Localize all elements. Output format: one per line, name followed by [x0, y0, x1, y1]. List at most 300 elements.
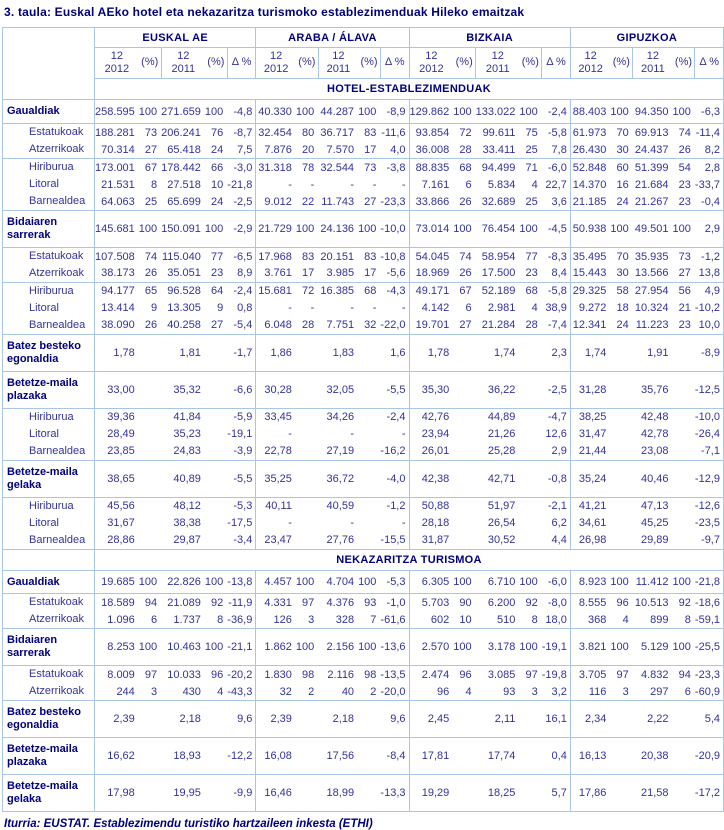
- table-cell: 35,23: [173, 428, 201, 441]
- table-cell: 17.968: [256, 248, 296, 265]
- table-cell: 3,6: [542, 193, 571, 210]
- table-cell: [610, 408, 632, 425]
- table-cell: -61,6: [380, 611, 409, 628]
- header-row-periods: [3, 48, 724, 79]
- table-cell: 90: [459, 596, 472, 609]
- table-cell: 10.513: [634, 596, 669, 609]
- table-cell: 28: [296, 317, 318, 334]
- table-cell: 23: [519, 265, 541, 282]
- table-cell: 26,01: [409, 443, 453, 460]
- table-cell: 2,8: [704, 161, 720, 174]
- table-cell: 100: [519, 570, 541, 594]
- table-cell: 31,67: [95, 515, 139, 532]
- table-cell: -7,1: [695, 443, 724, 460]
- table-cell: 100: [519, 211, 541, 248]
- table-row: [3, 248, 724, 265]
- table-cell: 26: [673, 141, 695, 158]
- table-cell: -10,0: [380, 211, 409, 248]
- table-cell: 13.414: [95, 300, 139, 317]
- table-cell: [205, 371, 227, 408]
- table-cell: 98: [364, 668, 377, 681]
- table-cell: 29.325: [570, 282, 610, 299]
- table-cell: 100: [205, 629, 227, 666]
- table-cell: 7.161: [409, 176, 453, 193]
- column-group-header: GIPUZKOA: [570, 28, 723, 48]
- table-cell: 2,9: [542, 443, 571, 460]
- table-cell: 47,13: [641, 500, 669, 513]
- table-cell: -5,8: [547, 126, 567, 139]
- table-cell: -23,3: [380, 193, 409, 210]
- table-cell: 24.437: [633, 141, 673, 158]
- table-cell: 54.045: [409, 248, 453, 265]
- row-label: Hiriburua: [29, 499, 74, 512]
- table-cell: 58.954: [481, 250, 516, 263]
- table-cell: 17: [358, 141, 380, 158]
- table-row: [3, 426, 724, 443]
- table-row: [3, 300, 724, 317]
- table-cell: 83: [302, 250, 315, 263]
- table-cell: 5.834: [487, 178, 516, 191]
- table-cell: 100: [296, 100, 318, 124]
- table-cell: 93: [476, 683, 520, 700]
- table-cell: 16,08: [256, 738, 296, 775]
- table-cell: 26: [453, 193, 475, 210]
- table-cell: -5,9: [233, 411, 253, 424]
- row-label: Estatukoak: [29, 126, 84, 139]
- table-cell: -5,3: [233, 500, 253, 513]
- table-cell: [673, 497, 695, 514]
- table-cell: 8,4: [542, 265, 571, 282]
- table-cell: 80: [302, 126, 315, 139]
- table-cell: 16,13: [570, 738, 610, 775]
- table-cell: [519, 775, 541, 812]
- table-cell: 32,05: [318, 371, 358, 408]
- table-cell: 21,58: [641, 787, 669, 800]
- table-cell: [296, 334, 318, 371]
- table-cell: 78: [302, 161, 315, 174]
- table-cell: 32.689: [476, 193, 520, 210]
- table-cell: -12,5: [695, 371, 724, 408]
- table-cell: 29,87: [161, 532, 205, 549]
- table-cell: [610, 334, 632, 371]
- table-cell: 21.185: [570, 193, 610, 210]
- table-cell: 40,46: [633, 460, 673, 497]
- row-label: Litoral: [29, 301, 59, 314]
- table-cell: 27: [139, 141, 161, 158]
- table-cell: 258.595: [95, 100, 139, 124]
- table-cell: 9: [151, 302, 158, 315]
- table-cell: [205, 497, 227, 514]
- table-cell: -5,4: [227, 317, 256, 334]
- table-cell: [205, 738, 227, 775]
- table-cell: 2,39: [95, 701, 139, 738]
- table-cell: 2,18: [318, 701, 358, 738]
- table-cell: [610, 738, 632, 775]
- table-cell: 6: [673, 683, 695, 700]
- table-cell: 4,4: [542, 532, 571, 549]
- table-cell: [610, 775, 632, 812]
- table-cell: 100: [673, 629, 695, 666]
- table-cell: [139, 775, 161, 812]
- table-cell: 30: [610, 141, 632, 158]
- table-cell: 17.500: [476, 265, 520, 282]
- table-cell: 8: [205, 611, 227, 628]
- table-cell: 27: [453, 317, 475, 334]
- row-label: Atzerrikoak: [3, 683, 95, 700]
- table-row: [3, 683, 724, 700]
- table-cell: -1,0: [386, 596, 406, 609]
- table-cell: 8: [151, 178, 158, 191]
- table-cell: 4.331: [256, 594, 296, 611]
- table-cell: -0,4: [695, 193, 724, 210]
- table-cell: 244: [95, 683, 139, 700]
- table-cell: -17,2: [694, 787, 720, 800]
- table-cell: 50.938: [570, 211, 610, 248]
- table-cell: [453, 497, 475, 514]
- table-cell: 100: [453, 100, 475, 124]
- row-label: Atzerrikoak: [3, 611, 95, 628]
- table-cell: 38,65: [95, 460, 139, 497]
- table-cell: 88.835: [409, 159, 453, 176]
- table-cell: 94.350: [633, 100, 673, 124]
- header-row-groups: [3, 28, 724, 48]
- table-cell: 42,76: [409, 408, 453, 425]
- table-cell: 26: [453, 265, 475, 282]
- table-cell: 32.454: [256, 124, 296, 141]
- table-cell: 20.151: [320, 250, 355, 263]
- table-cell: 1.096: [95, 611, 139, 628]
- table-cell: 28,18: [409, 515, 453, 532]
- table-cell: 10: [453, 611, 475, 628]
- table-cell: 99.611: [482, 126, 516, 139]
- table-cell: -18,6: [694, 596, 720, 609]
- table-cell: 145.681: [95, 211, 139, 248]
- table-cell: 32: [256, 683, 296, 700]
- table-cell: 100: [139, 629, 161, 666]
- table-cell: 368: [570, 611, 610, 628]
- table-cell: -3,9: [227, 443, 256, 460]
- table-cell: 21.267: [633, 193, 673, 210]
- table-row: [3, 570, 724, 594]
- table-cell: -6,0: [542, 570, 571, 594]
- table-cell: -13,5: [380, 668, 406, 681]
- table-cell: 206.241: [161, 126, 201, 139]
- table-cell: 38,38: [173, 517, 201, 530]
- table-cell: 510: [476, 611, 520, 628]
- column-header: (%): [519, 48, 541, 79]
- table-cell: 7,8: [542, 141, 571, 158]
- table-cell: [205, 532, 227, 549]
- table-cell: 22: [296, 193, 318, 210]
- table-row: [3, 159, 724, 176]
- table-cell: 2,34: [570, 701, 610, 738]
- table-cell: 17,81: [409, 738, 453, 775]
- table-cell: [673, 443, 695, 460]
- table-cell: 96.528: [167, 285, 201, 298]
- table-cell: -22,0: [380, 317, 409, 334]
- table-cell: 96: [616, 596, 629, 609]
- table-cell: 8,2: [695, 141, 724, 158]
- table-cell: [453, 532, 475, 549]
- table-title: 3. taula: Euskal AEko hotel eta nekazaritza turismoko establezimenduak Hileko emaitzak: [4, 5, 525, 19]
- table-cell: 21.729: [256, 211, 296, 248]
- table-cell: 27,19: [318, 443, 358, 460]
- table-cell: 35,24: [570, 460, 610, 497]
- row-label: Hiriburua: [29, 410, 74, 423]
- table-cell: 100: [610, 100, 632, 124]
- table-cell: -: [310, 302, 315, 315]
- table-cell: -8,9: [380, 100, 409, 124]
- table-cell: -6,0: [547, 161, 567, 174]
- table-cell: 24,83: [161, 443, 205, 460]
- table-cell: 17,86: [570, 775, 610, 812]
- table-cell: -1,2: [701, 250, 720, 263]
- table-cell: -8,7: [233, 126, 253, 139]
- table-cell: 8,9: [227, 265, 256, 282]
- table-cell: 26: [139, 265, 161, 282]
- table-cell: 4.142: [409, 300, 453, 317]
- column-header: Δ %: [542, 48, 571, 79]
- table-cell: 34,61: [570, 515, 610, 532]
- table-cell: 100: [519, 629, 541, 666]
- table-row: [3, 124, 724, 141]
- table-cell: 16,46: [256, 775, 296, 812]
- table-cell: 38,9: [545, 302, 567, 315]
- table-cell: -20,2: [227, 668, 253, 681]
- row-label: Batez besteko egonaldia: [3, 701, 95, 738]
- table-cell: 25: [139, 193, 161, 210]
- table-cell: 2,3: [542, 334, 571, 371]
- table-cell: 18,0: [542, 611, 571, 628]
- table-cell: [296, 497, 318, 514]
- column-header: Δ %: [695, 48, 724, 79]
- table-cell: [673, 738, 695, 775]
- table-cell: -10,2: [694, 302, 720, 315]
- table-cell: [358, 532, 380, 549]
- table-cell: 28,86: [95, 532, 139, 549]
- table-cell: 6.710: [476, 570, 520, 594]
- table-cell: 100: [205, 100, 227, 124]
- table-cell: 3.821: [570, 629, 610, 666]
- table-cell: 6: [139, 611, 161, 628]
- table-cell: 92: [211, 596, 224, 609]
- table-cell: 23: [678, 178, 691, 191]
- column-header: (%): [139, 48, 161, 79]
- table-cell: 19.701: [409, 317, 453, 334]
- table-cell: [205, 426, 227, 443]
- table-cell: 100: [358, 629, 380, 666]
- table-cell: 13.305: [167, 302, 201, 315]
- table-cell: 1.737: [161, 611, 205, 628]
- table-cell: 31,87: [409, 532, 453, 549]
- table-cell: 33.411: [476, 141, 520, 158]
- table-cell: 94.499: [481, 161, 516, 174]
- table-cell: [610, 371, 632, 408]
- table-cell: -1,2: [386, 500, 406, 513]
- table-cell: 23: [673, 317, 695, 334]
- table-cell: 93: [364, 596, 377, 609]
- table-cell: 34,26: [326, 411, 355, 424]
- row-label: Bidaiaren sarrerak: [3, 211, 95, 248]
- table-cell: 2,22: [633, 701, 673, 738]
- table-cell: 74: [459, 250, 472, 263]
- table-cell: [358, 408, 380, 425]
- table-cell: -33,7: [694, 178, 720, 191]
- table-cell: 31.318: [256, 159, 296, 176]
- row-label: Betetze-maila gelaka: [3, 460, 95, 497]
- table-cell: 15.681: [256, 282, 296, 299]
- table-cell: 4: [205, 683, 227, 700]
- table-cell: 4.457: [256, 570, 296, 594]
- table-cell: 19,29: [409, 775, 453, 812]
- table-cell: [519, 532, 541, 549]
- table-cell: [139, 460, 161, 497]
- table-cell: -12,2: [227, 738, 256, 775]
- table-cell: 33,00: [95, 371, 139, 408]
- column-header: (%): [358, 48, 380, 79]
- table-cell: [205, 408, 227, 425]
- table-cell: -19,1: [227, 428, 253, 441]
- table-cell: [673, 371, 695, 408]
- table-cell: 39,36: [95, 408, 139, 425]
- table-cell: [296, 443, 318, 460]
- table-cell: 5,7: [551, 787, 567, 800]
- table-cell: [610, 460, 632, 497]
- table-cell: [296, 460, 318, 497]
- table-cell: -5,5: [380, 371, 409, 408]
- table-cell: [139, 443, 161, 460]
- table-cell: -2,5: [542, 371, 571, 408]
- table-cell: 30: [610, 265, 632, 282]
- table-cell: 68: [525, 285, 538, 298]
- table-cell: [358, 497, 380, 514]
- table-cell: -: [350, 517, 355, 530]
- table-cell: 7,5: [227, 141, 256, 158]
- table-cell: -10,8: [380, 250, 406, 263]
- table-cell: 3.985: [318, 265, 358, 282]
- row-label: Estatukoak: [29, 596, 84, 609]
- table-cell: 68: [459, 161, 472, 174]
- table-cell: 40,11: [256, 497, 296, 514]
- table-cell: 40.330: [256, 100, 296, 124]
- table-cell: 42,48: [641, 411, 669, 424]
- table-cell: 4: [453, 683, 475, 700]
- section-header: NEKAZARITZA TURISMOA: [95, 549, 724, 570]
- table-cell: -43,3: [227, 683, 256, 700]
- table-cell: -4,8: [227, 100, 256, 124]
- table-cell: -13,3: [380, 787, 406, 800]
- table-cell: 21.531: [95, 176, 139, 193]
- table-cell: [139, 408, 161, 425]
- table-cell: 1,6: [380, 334, 409, 371]
- table-cell: 72: [459, 126, 472, 139]
- table-cell: 40: [318, 683, 358, 700]
- table-cell: 21: [678, 302, 691, 315]
- table-cell: 100: [358, 570, 380, 594]
- table-cell: 28: [519, 317, 541, 334]
- table-row: [3, 515, 724, 532]
- table-cell: 4,0: [380, 141, 409, 158]
- table-cell: [673, 532, 695, 549]
- table-cell: 100: [296, 211, 318, 248]
- column-group-header: ARABA / ÁLAVA: [256, 28, 409, 48]
- table-cell: [673, 701, 695, 738]
- table-cell: 19,95: [173, 787, 201, 800]
- table-cell: [453, 371, 475, 408]
- row-label: Hiriburua: [29, 284, 74, 297]
- table-cell: 100: [358, 100, 380, 124]
- table-row: [3, 497, 724, 514]
- table-cell: 13.566: [633, 265, 673, 282]
- table-cell: -16,2: [380, 443, 409, 460]
- table-row: [3, 141, 724, 158]
- table-cell: [139, 426, 161, 443]
- table-cell: 70: [616, 126, 629, 139]
- table-cell: 40,89: [161, 460, 205, 497]
- table-cell: [519, 738, 541, 775]
- table-cell: -5,8: [547, 285, 567, 298]
- table-row: [3, 775, 724, 812]
- table-cell: 20: [296, 141, 318, 158]
- table-cell: [610, 701, 632, 738]
- table-cell: -: [256, 515, 296, 532]
- table-row: [3, 701, 724, 738]
- table-cell: 188.281: [95, 124, 139, 141]
- table-cell: 116: [570, 683, 610, 700]
- table-cell: -5,5: [227, 460, 256, 497]
- table-cell: [358, 426, 380, 443]
- table-cell: 173.001: [95, 159, 139, 176]
- table-cell: 92: [525, 596, 538, 609]
- table-cell: 0,8: [237, 302, 253, 315]
- table-cell: 115.040: [161, 250, 201, 263]
- table-cell: [205, 701, 227, 738]
- row-label: Litoral: [29, 178, 59, 191]
- table-cell: [453, 738, 475, 775]
- table-cell: -8,3: [547, 250, 567, 263]
- table-cell: 8: [519, 611, 541, 628]
- table-cell: [673, 334, 695, 371]
- table-cell: 33,45: [256, 408, 296, 425]
- table-cell: 27,76: [318, 532, 358, 549]
- table-cell: 66: [211, 161, 224, 174]
- table-cell: -: [256, 300, 296, 317]
- table-cell: 1,91: [633, 334, 673, 371]
- table-cell: 1.862: [256, 629, 296, 666]
- table-cell: 899: [633, 611, 673, 628]
- table-cell: 70: [616, 250, 629, 263]
- table-cell: 23: [673, 193, 695, 210]
- table-cell: -21,1: [227, 629, 256, 666]
- table-cell: -2,4: [542, 100, 571, 124]
- table-cell: [139, 738, 161, 775]
- table-cell: 35,25: [256, 460, 296, 497]
- table-cell: 11.412: [633, 570, 673, 594]
- table-cell: 26: [139, 317, 161, 334]
- table-cell: 1,86: [256, 334, 296, 371]
- table-cell: 100: [673, 570, 695, 594]
- table-cell: 58: [616, 285, 629, 298]
- table-cell: 3.085: [487, 668, 516, 681]
- table-cell: 36.008: [409, 141, 453, 158]
- table-cell: 10.463: [161, 629, 205, 666]
- table-cell: 6: [465, 178, 472, 191]
- table-cell: 5.703: [409, 594, 453, 611]
- table-cell: 4.376: [326, 596, 355, 609]
- row-label: Barnealdea: [3, 532, 95, 549]
- table-row: [3, 334, 724, 371]
- column-group-header: EUSKAL AE: [95, 28, 256, 48]
